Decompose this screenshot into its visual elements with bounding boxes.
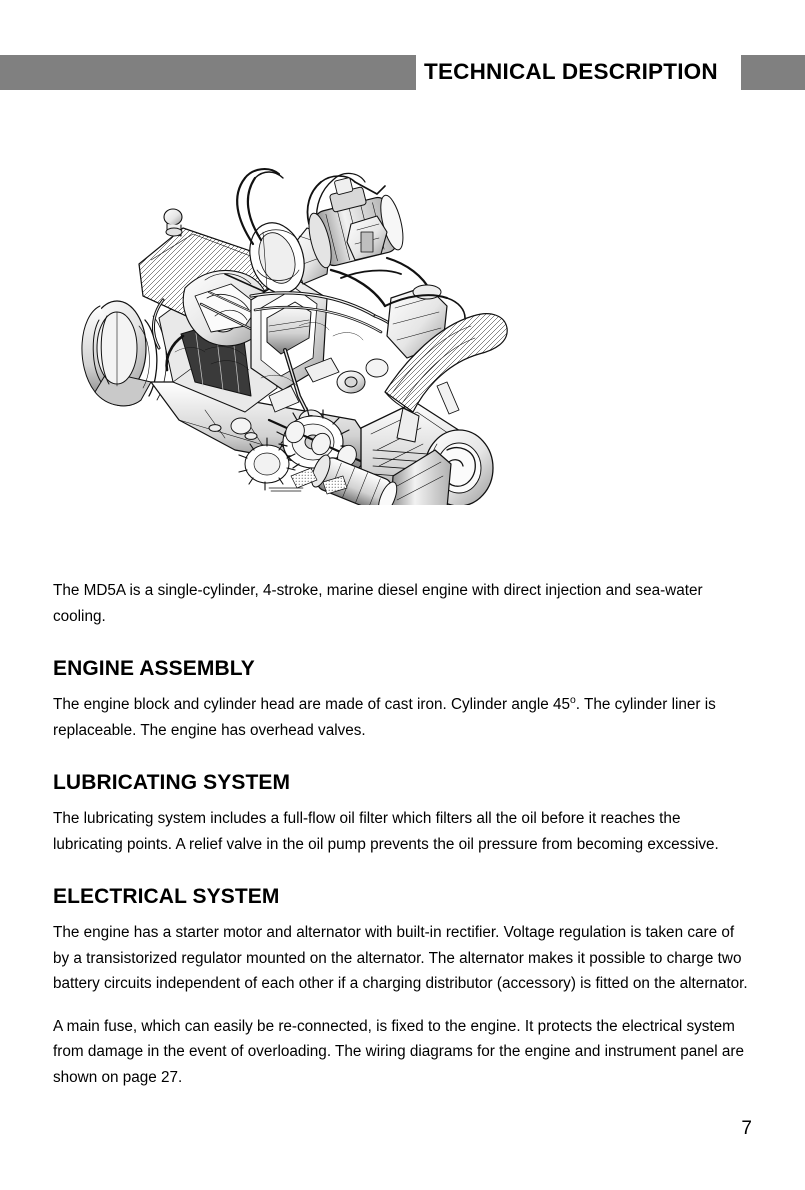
page-header [0, 55, 805, 90]
electrical-system-paragraph-2: A main fuse, which can easily be re-connected, is fixed to the engine. It protects the electrical system from damage in the event of overloading. The wiring diagrams for the engine and instrument panel are shown on page 27. [53, 1017, 745, 1086]
engine-cutaway-illustration [55, 120, 515, 505]
page-title: TECHNICAL DESCRIPTION [424, 59, 718, 84]
lubricating-system-paragraph: The lubricating system includes a full-flow oil filter which filters all the oil before it reaches the lubricating points. A relief valve in the oil pump prevents the oil pressure from becoming excessive. [53, 810, 719, 853]
engine-assembly-text-after: . The cylinder liner is replaceable. The engine has overhead valves. [53, 696, 716, 739]
section-heading-engine-assembly: ENGINE ASSEMBLY [53, 657, 255, 680]
header-bar-left [0, 55, 416, 90]
page-number: 7 [741, 1118, 752, 1139]
degree-superscript: o [570, 694, 576, 706]
header-bar-right [741, 55, 805, 90]
engine-assembly-text-before: The engine block and cylinder head are made of cast iron. Cylinder angle 45 [53, 696, 571, 713]
intro-paragraph: The MD5A is a single-cylinder, 4-stroke, marine diesel engine with direct injection and sea-water cooling. [53, 582, 703, 625]
section-heading-lubricating-system: LUBRICATING SYSTEM [53, 771, 291, 794]
section-heading-electrical-system: ELECTRICAL SYSTEM [53, 885, 280, 908]
engine-assembly-paragraph [53, 692, 753, 743]
electrical-system-paragraph-1: The engine has a starter motor and alternator with built-in rectifier. Voltage regulation is taken care of by a transistorized regulator mounted on the alternator. The alternator makes it possible to charge two battery circuits independent of each other if a charging distributor (accessory) is fitted on the alternator. [53, 924, 748, 992]
document-body [53, 578, 753, 1090]
